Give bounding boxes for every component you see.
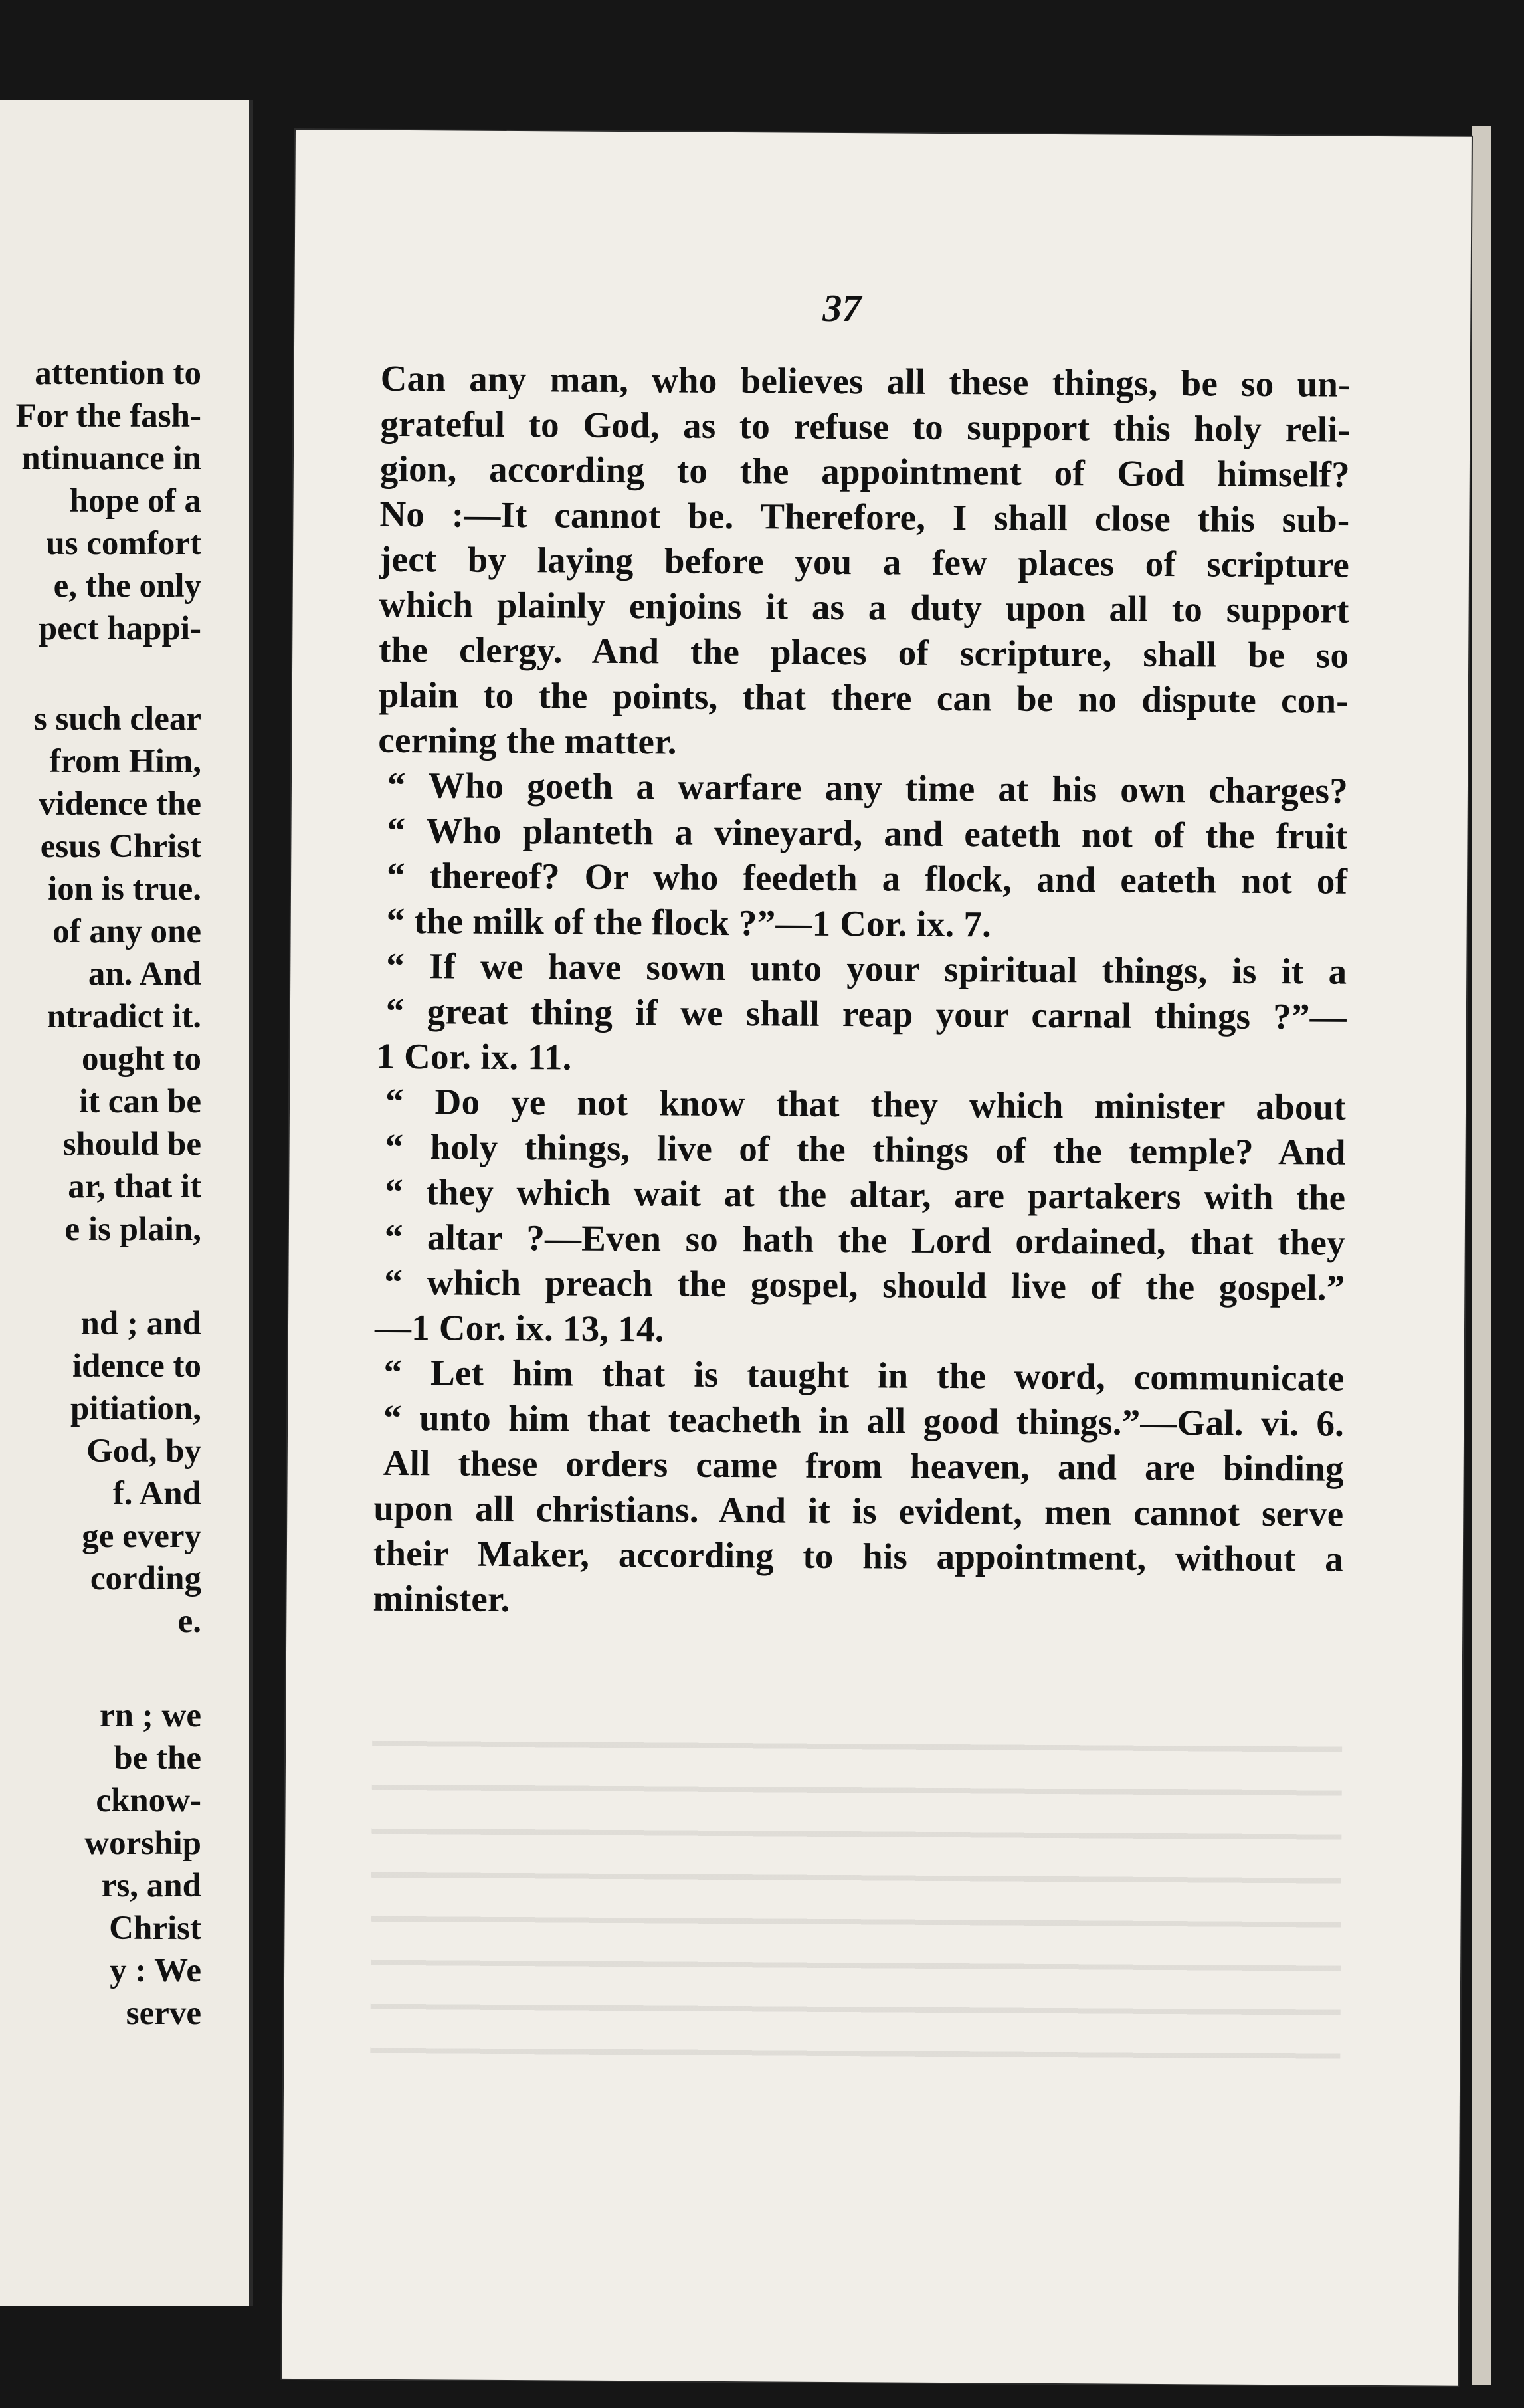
left-line: of any one	[52, 913, 201, 950]
left-line: nd ; and	[80, 1305, 201, 1342]
left-line: e is plain,	[64, 1211, 201, 1248]
left-line: hope of a	[69, 482, 201, 520]
quote-line: “ the milk of the flock ?”—1 Cor. ix. 7.	[386, 900, 992, 945]
left-line: us comfort	[46, 525, 201, 562]
page-number: 37	[822, 286, 862, 330]
quote-line: “ they which wait at the altar, are partakers with the	[385, 1171, 1346, 1218]
left-line: ntradict it.	[47, 998, 201, 1035]
text-line: upon all christians. And it is evident, men cannot serve	[373, 1487, 1344, 1534]
left-line: an. And	[88, 955, 201, 993]
quote-line: “ unto him that teacheth in all good things.”—Gal. vi. 6.	[383, 1397, 1345, 1444]
left-line: s such clear	[33, 700, 201, 738]
left-line: idence to	[72, 1348, 201, 1385]
left-line: For the fash-	[15, 397, 201, 435]
left-line: e, the only	[53, 567, 201, 605]
quote-line: “ If we have sown unto your spiritual things, is it a	[386, 945, 1347, 992]
body-text	[373, 356, 1351, 1627]
left-line: ntinuance in	[21, 440, 201, 477]
left-line: pitiation,	[70, 1390, 201, 1427]
quote-line: “ holy things, live of the things of the temple? And	[385, 1126, 1346, 1173]
quote-line: “ Who goeth a warfare any time at his own charges?	[387, 764, 1349, 811]
text-line: cerning the matter.	[378, 719, 677, 762]
text-line: their Maker, according to his appointment, without a	[373, 1532, 1344, 1579]
text-line: All these orders came from heaven, and are binding	[383, 1442, 1344, 1489]
left-line: ge every	[82, 1518, 201, 1555]
left-line: be the	[114, 1740, 201, 1777]
text-line: the clergy. And the places of scripture, shall be so	[379, 629, 1349, 676]
quote-line: “ Do ye not know that they which minister about	[385, 1080, 1347, 1128]
citation-line: —1 Cor. ix. 13, 14.	[374, 1306, 664, 1350]
quote-line: “ which preach the gospel, should live of the gospel.”	[384, 1261, 1345, 1308]
left-line: ought to	[82, 1041, 201, 1078]
left-line: attention to	[35, 355, 201, 392]
left-line: from Him,	[49, 743, 201, 780]
text-line: No :—It cannot be. Therefore, I shall close this sub-	[379, 493, 1350, 540]
page-edge	[1472, 126, 1491, 2385]
citation-line: 1 Cor. ix. 11.	[376, 1035, 572, 1078]
show-through-text	[370, 1712, 1342, 2090]
left-line: rn ; we	[100, 1697, 201, 1734]
left-page-fragment	[0, 100, 253, 2306]
left-line: should be	[62, 1126, 201, 1163]
left-line: pect happi-	[38, 610, 201, 647]
left-line: rs, and	[101, 1867, 201, 1904]
left-line: vidence the	[38, 785, 201, 823]
text-line: gion, according to the appointment of God himself?	[379, 448, 1351, 495]
text-line: Can any man, who believes all these things, be so un-	[380, 357, 1351, 405]
left-line: ar, that it	[68, 1168, 201, 1205]
text-line: plain to the points, that there can be no dispute con-	[378, 674, 1349, 721]
quote-line: “ great thing if we shall reap your carnal things ?”—	[385, 990, 1347, 1037]
left-line: it can be	[78, 1083, 201, 1120]
right-page	[282, 130, 1472, 2386]
quote-line: “ thereof? Or who feedeth a flock, and eateth not of	[386, 854, 1348, 902]
quote-line: “ altar ?—Even so hath the Lord ordained, that they	[384, 1216, 1345, 1263]
left-line: Christ	[109, 1910, 201, 1947]
left-line: f. And	[112, 1475, 201, 1512]
left-line: God, by	[86, 1433, 201, 1470]
left-line: esus Christ	[40, 828, 201, 865]
left-line: cording	[90, 1560, 201, 1597]
left-line: serve	[126, 1995, 201, 2032]
left-line: worship	[84, 1825, 201, 1862]
text-line: which plainly enjoins it as a duty upon all to support	[379, 583, 1349, 631]
left-line: cknow-	[96, 1782, 201, 1819]
quote-line: “ Let him that is taught in the word, communicate	[383, 1352, 1345, 1399]
left-line: ion is true.	[48, 870, 201, 908]
text-line: minister.	[373, 1577, 510, 1620]
left-line: e.	[177, 1603, 201, 1640]
quote-line: “ Who planteth a vineyard, and eateth not of the fruit	[387, 809, 1348, 856]
text-line: ject by laying before you a few places of scripture	[379, 538, 1350, 585]
left-line: y : We	[110, 1952, 201, 1989]
text-line: grateful to God, as to refuse to support this holy reli-	[380, 403, 1351, 450]
